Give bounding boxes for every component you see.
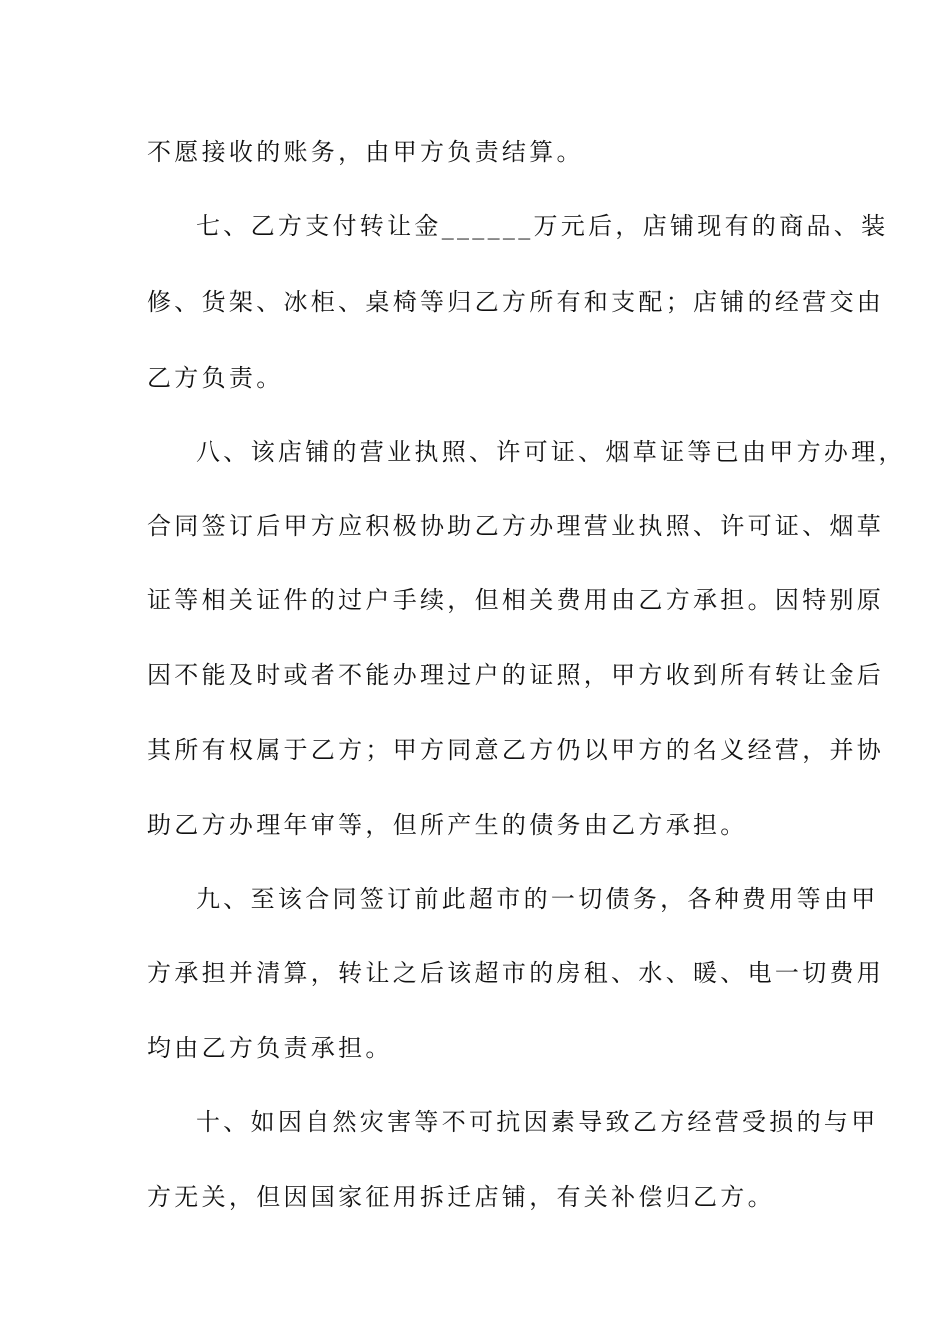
text-line: 合同签订后甲方应积极协助乙方办理营业执照、许可证、烟草 <box>147 512 885 540</box>
clause-8-line: 八、该店铺的营业执照、许可证、烟草证等已由甲方办理， <box>196 438 906 466</box>
clause-7-line: 七、乙方支付转让金______万元后，店铺现有的商品、装 <box>196 212 889 240</box>
text-line: 乙方负责。 <box>147 364 284 392</box>
text-line: 助乙方办理年审等，但所产生的债务由乙方承担。 <box>147 811 748 839</box>
text-line: 方承担并清算，转让之后该超市的房租、水、暖、电一切费用 <box>147 959 885 987</box>
text-line: 证等相关证件的过户手续，但相关费用由乙方承担。因特别原 <box>147 586 885 614</box>
text-line: 因不能及时或者不能办理过户的证照，甲方收到所有转让金后 <box>147 661 885 689</box>
clause-9-line: 九、至该合同签订前此超市的一切债务，各种费用等由甲 <box>196 885 879 913</box>
text-line: 均由乙方负责承担。 <box>147 1034 393 1062</box>
text-line: 方无关，但因国家征用拆迁店铺，有关补偿归乙方。 <box>147 1183 775 1211</box>
clause-10-line: 十、如因自然灾害等不可抗因素导致乙方经营受损的与甲 <box>196 1108 879 1136</box>
text-line: 不愿接收的账务，由甲方负责结算。 <box>147 138 584 166</box>
text-line: 修、货架、冰柜、桌椅等归乙方所有和支配；店铺的经营交由 <box>147 288 885 316</box>
text-line: 其所有权属于乙方；甲方同意乙方仍以甲方的名义经营，并协 <box>147 736 885 764</box>
